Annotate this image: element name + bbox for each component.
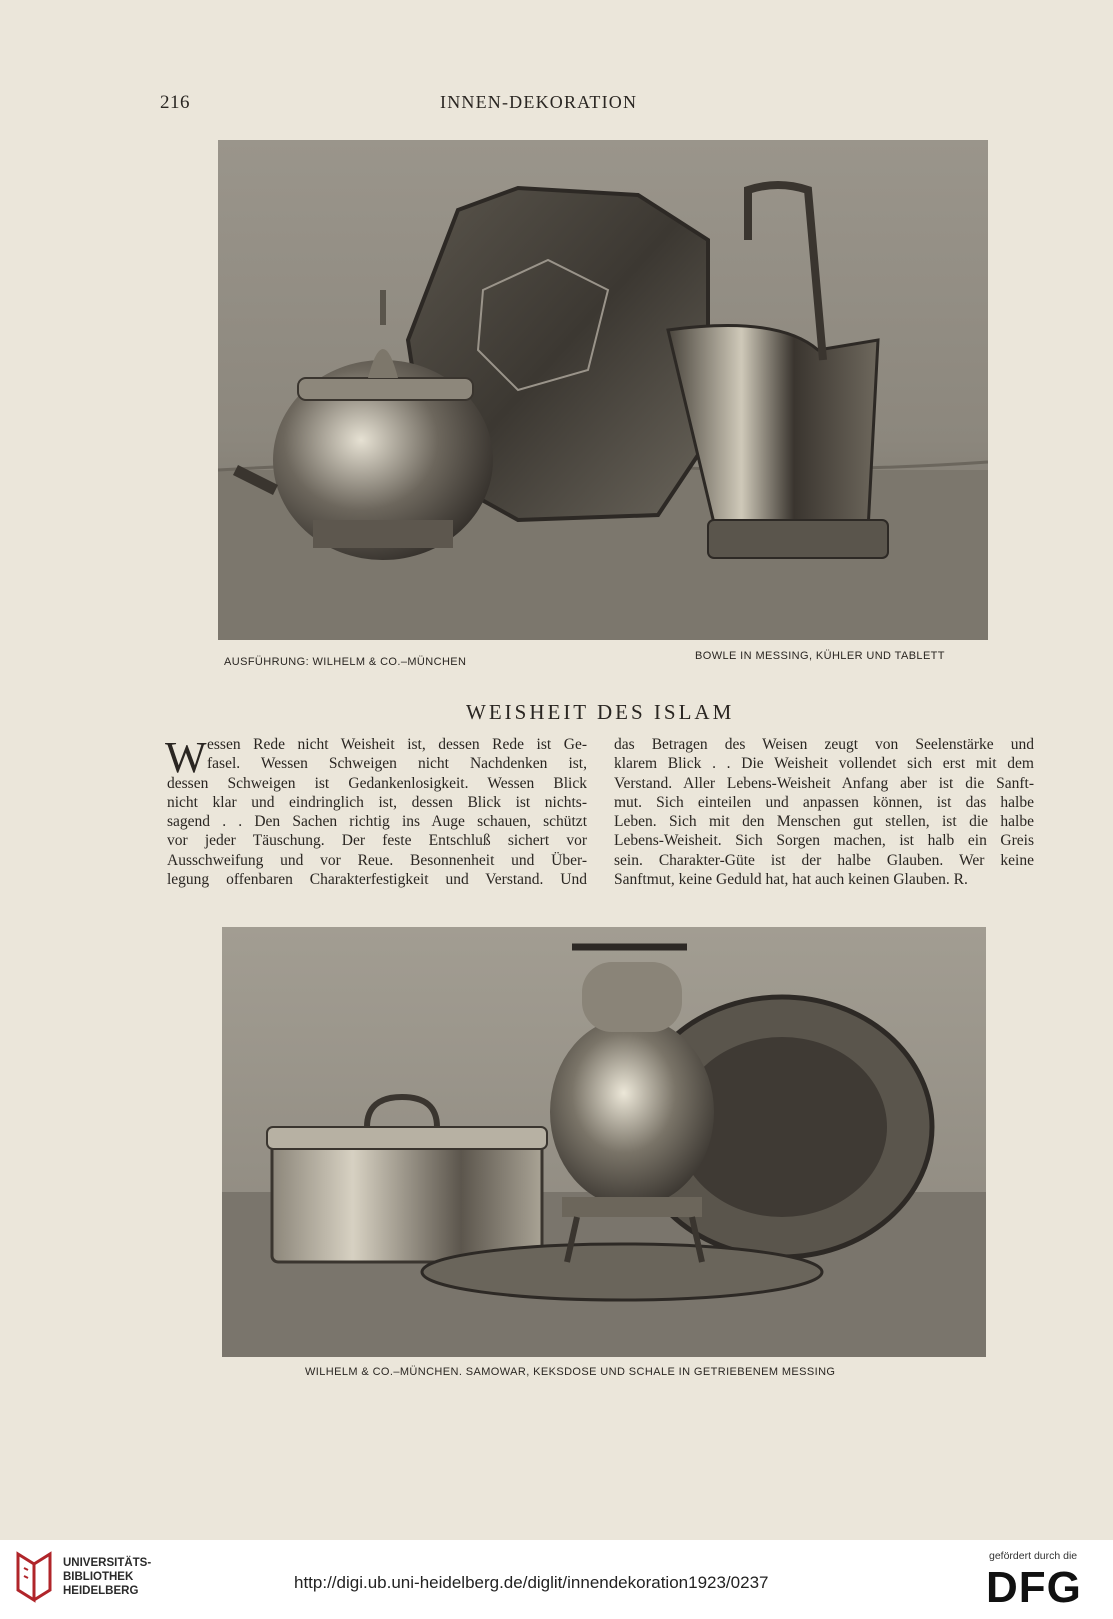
photo-bowl-cooler-tray <box>218 140 988 640</box>
text-line: Ausschweifung und vor Reue. Besonnenheit und Über- <box>167 851 587 869</box>
text-line: klarem Blick . . Die Weisheit vollendet sich erst mit dem <box>614 755 1034 773</box>
text-line: sein. Charakter-Güte ist der halbe Glauben. Wer keine <box>614 851 1034 869</box>
text-line: dessen Schweigen ist Gedankenlosigkeit. Wessen Blick <box>167 774 587 792</box>
photo-bowl-cooler-tray-image <box>218 140 988 640</box>
article-dropcap: W <box>165 733 207 782</box>
text-line: das Betragen des Weisen zeugt von Seelenstärke und <box>614 736 1034 753</box>
library-name <box>63 1556 151 1598</box>
dfg-logo: DFG <box>986 1563 1082 1612</box>
text-line: Leben. Sich mit den Menschen gut stellen, ist die halbe <box>614 813 1034 831</box>
text-line: vor jeder Täuschung. Der feste Entschluß sichert vor <box>167 832 587 850</box>
library-name-line1: UNIVERSITÄTS- <box>63 1557 152 1569</box>
page-number: 216 <box>160 92 190 113</box>
running-head: INNEN-DEKORATION <box>440 92 638 112</box>
photo-samovar-biscuit-box-bowl <box>222 927 986 1357</box>
permalink-url[interactable]: http://digi.ub.uni-heidelberg.de/diglit/innendekoration1923/0237 <box>294 1573 769 1592</box>
text-line: Lebens-Weisheit. Sich Sorgen machen, ist halb ein Greis <box>614 832 1034 850</box>
text-line: essen Rede nicht Weisheit ist, dessen Rede ist Ge- <box>207 736 587 753</box>
article-column-left <box>167 735 587 889</box>
text-line: sagend . . Den Sachen richtig ins Auge schauen, schützt <box>167 813 587 831</box>
text-line: legung offenbaren Charakterfestigkeit und Verstand. Und <box>167 871 587 889</box>
figure2-caption: WILHELM & CO.–MÜNCHEN. SAMOWAR, KEKSDOSE UND SCHALE IN GETRIEBENEM MESSING <box>305 1366 836 1378</box>
text-line: mut. Sich einteilen und anpassen können, ist das halbe <box>614 793 1034 811</box>
photo-samovar-image <box>222 927 986 1357</box>
text-line: Sanftmut, keine Geduld hat, hat auch keinen Glauben. R. <box>614 871 968 889</box>
text-line: Verstand. Aller Lebens-Weisheit Anfang aber ist die Sanft- <box>614 774 1034 792</box>
university-library-logo-icon <box>14 1550 54 1604</box>
figure1-caption-right: BOWLE IN MESSING, KÜHLER UND TABLETT <box>695 650 945 662</box>
figure1-caption-left: AUSFÜHRUNG: WILHELM & CO.–MÜNCHEN <box>224 656 467 668</box>
library-name-line2: BIBLIOTHEK <box>63 1571 134 1583</box>
funding-note: gefördert durch die <box>989 1550 1078 1562</box>
text-line: nicht klar und eindringlich ist, dessen Blick ist nichts- <box>167 793 587 811</box>
text-line: fasel. Wessen Schweigen nicht Nachdenken ist, <box>207 755 587 773</box>
library-name-line3: HEIDELBERG <box>63 1585 139 1597</box>
article-column-right <box>614 735 1034 889</box>
article-title: WEISHEIT DES ISLAM <box>466 700 735 724</box>
